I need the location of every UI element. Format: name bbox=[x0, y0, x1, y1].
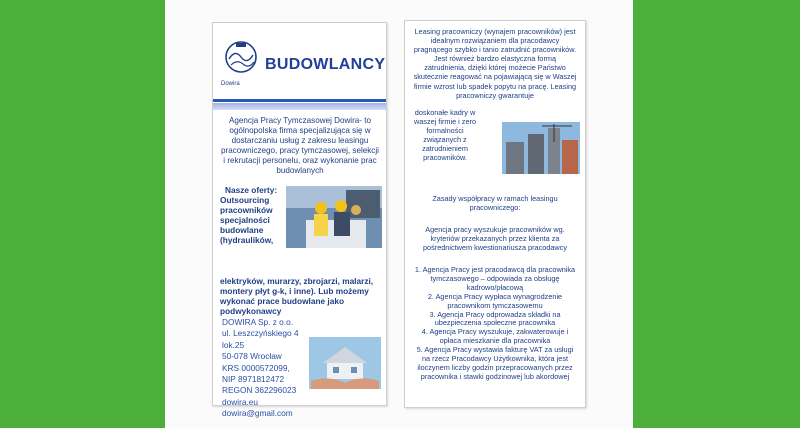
contact-city: 50-078 Wrocław bbox=[222, 351, 282, 362]
contact-street: ul. Leszczyńskiego 4 lok.25 bbox=[222, 328, 299, 350]
brochure-title: BUDOWLANCY bbox=[265, 56, 386, 73]
contact-regon: REGON 362296023 bbox=[222, 385, 297, 396]
list-item: 2. Agencja Pracy wypłaca wynagrodzenie pracownikom tymczasowemu bbox=[427, 291, 563, 310]
leasing-intro-paragraph: Leasing pracowniczy (wynajem pracowników) jest idealnym rozwiązaniem dla pracodawcy pragnącego szybko i tanio zatrudnić pracowników. Jest również bardzo elastyczna formą zatrudnienia, dzięki której możecie Państwo skutecznie reagować na pojawiającą się w Waszej firmie wzrost lub spadek popytu na pracę. Leasing pracowniczy gwarantuje bbox=[413, 27, 577, 100]
contact-krs: KRS 0000572099, bbox=[222, 362, 290, 373]
contact-nip: NIP 8971812472 bbox=[222, 374, 285, 385]
rules-list bbox=[413, 266, 577, 382]
divider-band bbox=[213, 103, 386, 110]
list-item: 4. Agencja Pracy wyszukuje, zakwaterowuje i opłaca mieszkanie dla pracownika bbox=[421, 327, 569, 346]
cooperation-rules-heading: Zasady współpracy w ramach leasingu pracowniczego: bbox=[432, 194, 558, 213]
contact-website: dowira.eu bbox=[222, 396, 258, 407]
logo-text: Dowira bbox=[221, 81, 240, 87]
brochure-back-panel bbox=[404, 20, 586, 408]
list-item: 5. Agencja Pracy wystawia fakturę VAT za usługi na rzecz Pracodawcy Użytkownika, która jest iloczynem liczby godzin przepracowanych przez pracownika i stawki godzinowej lub akordowej bbox=[416, 345, 574, 381]
brochure-front-panel bbox=[212, 22, 387, 419]
agency-search-paragraph: Agencja pracy wyszukuje pracowników wg. kryteriów przekazanych przez klienta za pośrednictwem kwestionariusza pracodawcy bbox=[423, 225, 567, 253]
construction-workers-photo bbox=[286, 186, 382, 248]
list-item: 3. Agencja Pracy odprowadza składki na ubezpieczenia społeczne pracownika bbox=[429, 309, 561, 328]
list-item: 1. Agencja Pracy jest pracodawcą dla pracownika tymczasowego – odpowiada za obsługę kadrowo/płacową bbox=[414, 265, 576, 292]
contact-email: dowira@gmail.com bbox=[222, 408, 293, 419]
company-logo bbox=[223, 39, 259, 83]
offers-text: Outsourcing pracowników specjalności budowlane (hydraulików, bbox=[220, 195, 274, 246]
contact-company: DOWIRA Sp. z o.o. bbox=[222, 317, 294, 327]
divider-line bbox=[213, 99, 386, 102]
house-in-hands-photo bbox=[309, 337, 381, 389]
offers-text-continued: elektryków, murarzy, zbrojarzi, malarzi, montery płyt g-k, i inne). Lub możemy wykonać prace budowlane jako podwykonawcy bbox=[220, 276, 374, 317]
contact-block bbox=[222, 317, 322, 420]
offers-heading: Nasze oferty: bbox=[225, 185, 278, 195]
intro-paragraph: Agencja Pracy Tymczasowej Dowira- to ogólnopolska firma specjalizująca się w dostarczaniu usług z zakresu leasingu pracowniczego, pracy tymczasowej, selekcji i rekrutacji personelu, oraz wykonanie prac budowlanych bbox=[221, 116, 379, 176]
leasing-benefits-paragraph: doskonałe kadry w waszej firmie i zero formalności związanych z zatrudnieniem pracowników. bbox=[413, 108, 477, 163]
building-construction-photo bbox=[502, 122, 580, 174]
